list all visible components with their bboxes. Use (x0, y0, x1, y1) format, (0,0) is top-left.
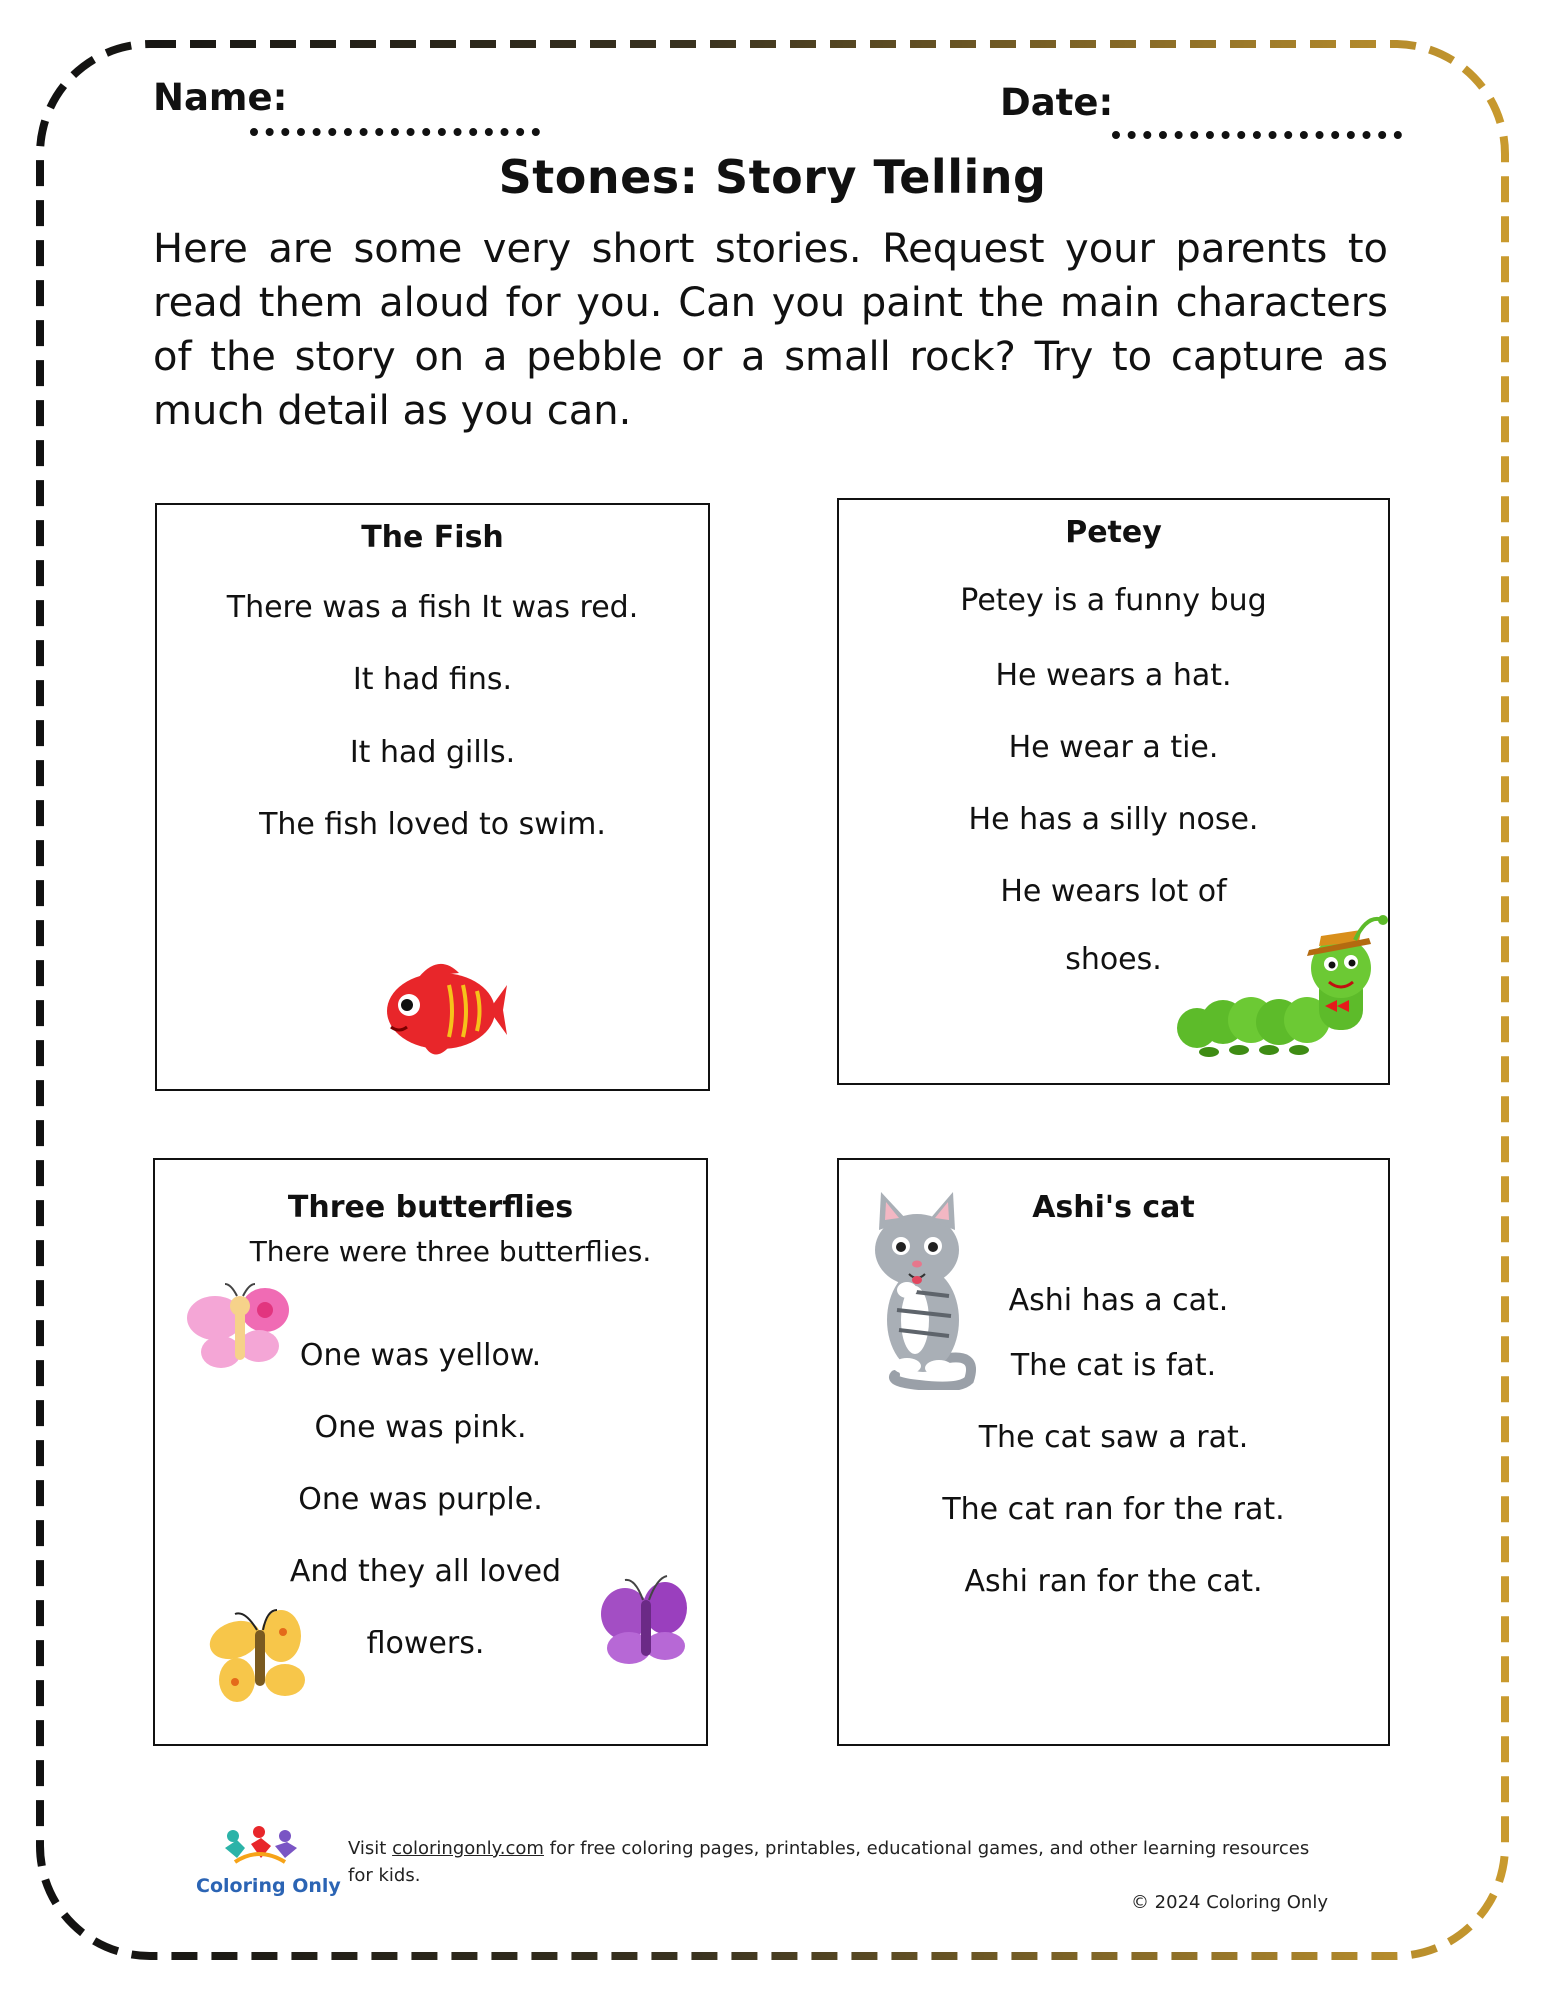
story-line: There were three butterflies. (249, 1235, 652, 1268)
pink-butterfly-icon (185, 1280, 295, 1380)
story-line: He wears lot of (1000, 874, 1227, 909)
story-line: He wear a tie. (1008, 730, 1219, 765)
purple-butterfly-icon (595, 1570, 695, 1670)
story-line: Ashi has a cat. (1008, 1283, 1229, 1318)
story-line: flowers. (366, 1626, 485, 1661)
story-line: The cat ran for the rat. (942, 1492, 1285, 1527)
name-line[interactable] (250, 128, 540, 136)
story-title: Three butterflies (287, 1190, 574, 1225)
page-title: Stones: Story Telling (498, 150, 1047, 204)
coloring-only-logo-icon (215, 1818, 305, 1878)
story-line: It had gills. (349, 735, 516, 770)
story-line: The cat is fat. (1010, 1348, 1217, 1383)
story-line: The fish loved to swim. (259, 807, 606, 842)
footer-text (348, 1835, 1328, 1916)
footer-visit: Visit (348, 1838, 387, 1859)
intro-paragraph: Here are some very short stories. Request your parents to read them aloud for you. Can you paint the main characters of the story on a pebble or a small rock? Try to capture as much detail as you can. (153, 226, 1388, 434)
story-line: One was yellow. (299, 1338, 542, 1373)
story-line: There was a fish It was red. (226, 590, 639, 625)
date-line[interactable] (1112, 131, 1402, 139)
story-line: He wears a hat. (995, 658, 1232, 693)
story-line: Petey is a funny bug (960, 583, 1267, 618)
story-card-butterflies (153, 1158, 708, 1746)
story-line: shoes. (1065, 942, 1162, 977)
story-line: One was pink. (314, 1410, 527, 1445)
story-line: The cat saw a rat. (978, 1420, 1249, 1455)
name-label: Name: (153, 76, 288, 119)
story-card-petey (837, 498, 1390, 1085)
cat-illustration (859, 1190, 989, 1390)
brand-name: Coloring Only (196, 1875, 341, 1897)
copyright: © 2024 Coloring Only (1130, 1892, 1328, 1913)
story-card-fish (155, 503, 710, 1091)
story-card-cat (837, 1158, 1390, 1746)
story-title: Petey (1065, 515, 1162, 550)
story-line: One was purple. (298, 1482, 543, 1517)
footer-link[interactable]: coloringonly.com (392, 1838, 544, 1859)
date-label: Date: (1000, 81, 1114, 124)
footer-description: for free coloring pages, printables, educational games, and other learning resources for kids. (348, 1838, 1310, 1886)
story-line: He has a silly nose. (968, 802, 1259, 837)
story-line: Ashi ran for the cat. (964, 1564, 1263, 1599)
red-fish-illustration (379, 955, 509, 1065)
story-title: The Fish (361, 520, 504, 555)
story-line: It had fins. (352, 662, 513, 697)
caterpillar-illustration (1169, 910, 1389, 1070)
yellow-butterfly-icon (205, 1600, 315, 1710)
story-line: And they all loved (289, 1554, 562, 1589)
story-title: Ashi's cat (1032, 1190, 1195, 1225)
